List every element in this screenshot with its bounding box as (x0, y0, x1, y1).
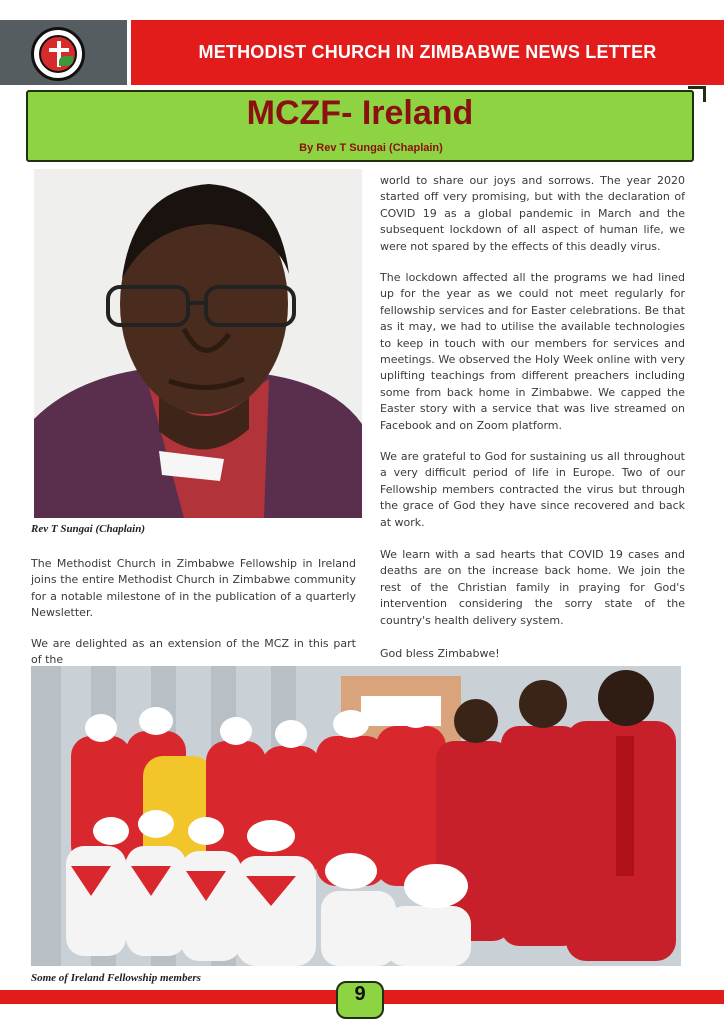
right-paragraph-3: We are grateful to God for sustaining us all throughout a very difficult period of life in Europe. Two of our Fellowship members contracted the virus but through the grace of God they have since recovered and back at work. (380, 450, 685, 529)
logo-inner-circle (39, 35, 77, 73)
logo-cross-horizontal (49, 48, 69, 52)
methodist-cross-logo-icon (31, 27, 85, 81)
group-photo (31, 666, 681, 966)
portrait-illustration (34, 169, 362, 518)
newsletter-title: METHODIST CHURCH IN ZIMBABWE NEWS LETTER (198, 42, 657, 62)
article-title: MCZF- Ireland (246, 94, 474, 132)
group-illustration (31, 666, 681, 966)
logo-leaf-shape (59, 56, 73, 66)
page-number: 9 (354, 983, 366, 1005)
right-paragraph-5: God bless Zimbabwe! (380, 647, 500, 660)
article-byline: By Rev T Sungai (Chaplain) (299, 142, 443, 154)
right-paragraph-1: world to share our joys and sorrows. The year 2020 started off very promising, but with the declaration of COVID 19 as a global pandemic in March and the subsequent lockdown of all aspect of human life, we were not spared by the effects of this deadly virus. (380, 174, 685, 253)
portrait-photo (34, 169, 362, 518)
left-paragraph-2: We are delighted as an extension of the MCZ in this part of the (31, 637, 356, 667)
right-paragraph-4: We learn with a sad hearts that COVID 19 cases and deaths are on the increase back home. We join the rest of the Christian family in praying for God's intervention considering the sorry state of the country's health delivery system. (380, 548, 685, 627)
right-paragraph-2: The lockdown affected all the programs we had lined up for the year as we could not meet regularly for fellowship services and for Easter celebrations. Be that as it may, we had to utilise the available technologies to keep in touch with our members for services and meetings. We observed the Holy Week online with very uplifting teachings from different preachers including some from back home in Zimbabwe. We capped the Easter story with a service that was live streamed on Facebook and on Zoom platform. (380, 271, 685, 432)
portrait-caption: Rev T Sungai (Chaplain) (31, 523, 145, 535)
group-photo-caption: Some of Ireland Fellowship members (31, 972, 201, 984)
left-paragraph-1: The Methodist Church in Zimbabwe Fellowship in Ireland joins the entire Methodist Church in Zimbabwe community for a notable milestone of in the publication of a quarterly Newsletter. (31, 557, 356, 620)
